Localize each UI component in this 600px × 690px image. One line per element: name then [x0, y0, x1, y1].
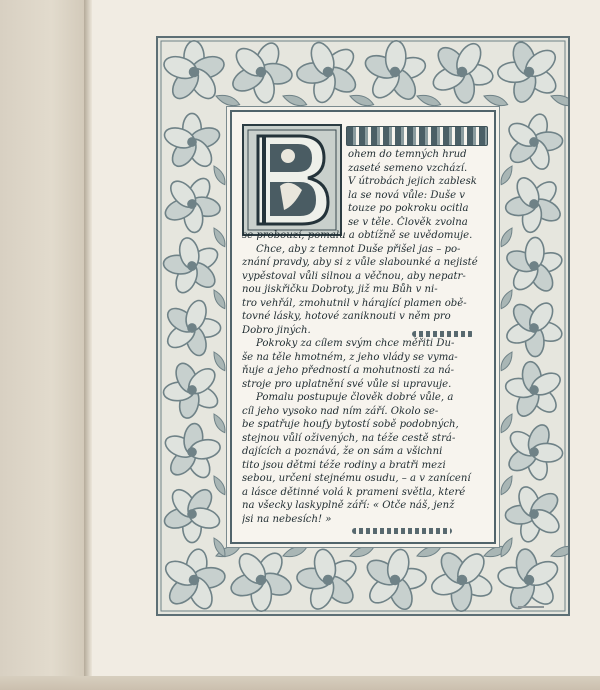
text-line: la se nová vůle: Duše v	[348, 189, 465, 201]
printer-mark	[518, 606, 544, 608]
text-line: na všecky laskyplně září: « Otče náš, jenž	[242, 500, 455, 511]
text-line: stroje pro uplatnění své vůle si upravuje.	[242, 378, 452, 390]
border-leaf	[211, 474, 228, 496]
section-divider-ornament	[412, 331, 474, 337]
border-leaf	[498, 474, 515, 496]
border-flower	[162, 485, 222, 542]
book-bottom-edge	[0, 676, 600, 690]
text-line: tro vehřál, zmohutnil v hárající plamen obě-	[242, 297, 467, 309]
border-leaf	[282, 543, 309, 560]
text-line: Pokroky za cílem svým chce měřiti Du-	[256, 338, 455, 349]
border-leaf	[483, 92, 510, 109]
text-line: Dobro jiných.	[242, 324, 311, 336]
text-line: še na těle hmotném, z jeho vlády se vyma-	[242, 351, 458, 363]
border-leaf	[215, 92, 242, 109]
text-line: Pomalu postupuje člověk dobré vůle, a	[256, 392, 454, 403]
left-page-edge	[0, 0, 86, 690]
border-flower	[162, 113, 222, 170]
text-line: cíl jeho vysoko nad ním září. Okolo se-	[242, 405, 439, 417]
border-leaf	[498, 288, 515, 310]
text-line: a lásce dětinné volá k prameni světla, které	[242, 486, 466, 498]
text-line: zaseté semeno vzchází.	[348, 162, 468, 174]
body-text	[242, 148, 488, 526]
text-line: V útrobách jejich zablesk	[348, 176, 477, 187]
text-line: se v těle. Člověk zvolna	[348, 216, 468, 228]
border-flower	[163, 298, 220, 358]
text-panel	[230, 110, 496, 544]
text-line: nou jiskřičku Dobroty, již mu Bůh v ni-	[242, 284, 438, 295]
text-line: touze po pokroku ocitla	[348, 203, 469, 214]
closing-ornament	[352, 528, 452, 534]
text-line: dajících a poznává, že on sám a všichni	[242, 446, 443, 457]
text-line: tovné lásky, hotové zaniknouti v něm pro	[242, 311, 451, 322]
text-line: znání pravdy, aby si z vůle slabounké a nejisté	[242, 257, 478, 268]
text-line: tito jsou dětmi téže rodiny a bratři mezi	[242, 459, 446, 471]
text-line: jsi na nebesích! »	[242, 513, 332, 525]
text-line: Chce, aby z temnot Duše přišel jas – po-	[256, 243, 461, 255]
border-leaf	[211, 412, 228, 434]
border-leaf	[211, 226, 228, 248]
border-leaf	[211, 288, 228, 310]
border-leaf	[211, 350, 228, 372]
text-line: stejnou vůlí oživených, na téže cestě strá-	[242, 432, 456, 444]
border-leaf	[349, 92, 376, 109]
border-leaf	[498, 350, 515, 372]
text-line: vypěstoval vůli silnou a věčnou, aby nepatr-	[242, 270, 466, 282]
border-leaf	[282, 92, 309, 109]
border-flower	[498, 107, 568, 178]
text-line: ohem do temných hrud	[348, 149, 467, 160]
border-leaf	[498, 412, 515, 434]
ornamental-frame	[156, 36, 570, 616]
text-line: be spatřuje houfy bytostí sobě podobných,	[242, 419, 459, 430]
border-leaf	[498, 226, 515, 248]
border-leaf	[349, 543, 376, 560]
border-flower	[161, 41, 227, 103]
border-leaf	[416, 543, 443, 560]
border-leaf	[498, 164, 515, 186]
header-ornament-band	[346, 126, 488, 146]
text-line: se probouzí, pomalu a obtížně se uvědomuje.	[242, 230, 473, 241]
border-leaf	[211, 164, 228, 186]
text-line: ňuje a jeho předností a mohutnosti za ná-	[242, 365, 455, 376]
border-leaf	[416, 92, 443, 109]
text-line: sebou, určeni stejnému osudu, – a v zanícení	[242, 473, 471, 484]
